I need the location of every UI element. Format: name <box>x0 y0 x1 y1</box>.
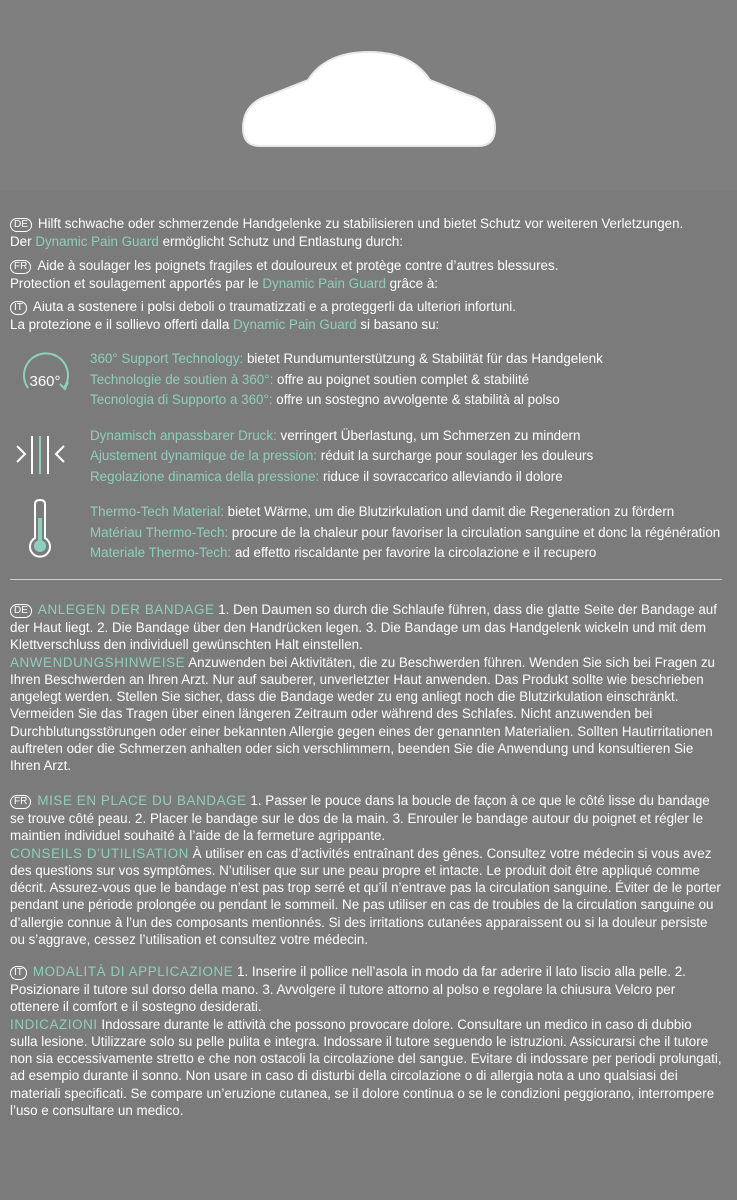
language-badge-it: IT <box>10 966 27 980</box>
intro-de-line2: Der Dynamic Pain Guard ermöglicht Schutz und Entlastung durch: <box>10 234 404 249</box>
language-badge-de: DE <box>10 218 32 232</box>
feature-2-fr: Ajustement dynamique de la pression: réduit la surcharge pour soulager les douleurs <box>90 448 594 463</box>
heading-application-it: MODALITÀ DI APPLICAZIONE <box>32 964 234 979</box>
intro-fr-line1: FR Aide à soulager les poignets fragiles et douloureux et protège contre d’autres blessures. <box>10 257 558 275</box>
brand-name: Dynamic Pain Guard <box>262 276 386 291</box>
feature-1-fr: Technologie de soutien à 360°: offre au poignet soutien complet & stabilité <box>90 372 530 387</box>
instructions-fr: FR MISE EN PLACE DU BANDAGE 1. Passer le pouce dans la boucle de façon à ce que le côté lisse du bandage se trouve côté peau. 2. Placer le bandage sur le dos de la main. 3. Enrouler le bandage autour du poignet et régler le maintien individuel souhaité à l’aide de la fermeture agrippante. CONSEILS D’UTILISATION À utiliser en cas d’activités entraînant des gênes. Consultez votre médecin si vous avez des questions sur vos symptômes. N’utiliser que sur une peau propre et intacte. Le produit doit être appliqué comme décrit. Assurez-vous que le bandage n’est pas trop serré et qu’il n’entrave pas la circulation sanguine. Éviter de le porter pendant une période prolongée ou pendant le sommeil. Ne pas utiliser en cas de troubles de la circulation sanguine ou d’allergie connue à l’un des composants mentionnés. Si des irritations cutanées apparaissent ou si la douleur persiste ou s’aggrave, cessez l’utilisation et consultez votre médecin. <box>10 793 721 948</box>
pressure-arrows-icon <box>14 432 72 478</box>
feature-3-fr: Matériau Thermo-Tech: procure de la chaleur pour favoriser la circulation sanguine et donc la régénération <box>90 525 721 540</box>
feature-2-it: Regolazione dinamica della pressione: riduce il sovraccarico alleviando il dolore <box>90 469 563 484</box>
svg-text:360°: 360° <box>29 373 61 390</box>
section-divider <box>10 579 722 580</box>
brand-name: Dynamic Pain Guard <box>35 234 159 249</box>
heading-application-fr: MISE EN PLACE DU BANDAGE <box>37 793 247 808</box>
hang-hole <box>0 0 737 200</box>
instructions-it: IT MODALITÀ DI APPLICAZIONE 1. Inserire il pollice nell’asola in modo da far aderire il lato liscio alla pelle. 2. Posizionare il tutore sul dorso della mano. 3. Avvolgere il tutore attorno al polso e regolare la chiusura Velcro per ottenere il comfort e il sostegno desiderati. INDICAZIONI Indossare durante le attività che possono provocare dolore. Consultare un medico in caso di dubbio sulla lesione. Utilizzare solo su pelle pulita e integra. Indossare il tutore seguendo le istruzioni. Assicurarsi che il tutore non sia eccessivamente stretto e che non ostacoli la circolazione del sangue. Evitare di indossare per periodi prolungati, ad esempio durante il sonno. Non usare in caso di disturbi della circolazione o di allergia nota a uno qualsiasi dei materiali specificati. Se compare un’eruzione cutanea, se il dolore continua o se le condizioni peggiorano, interrompere l’uso e consultare un medico. <box>10 964 722 1119</box>
intro-de-line1: DE Hilft schwache oder schmerzende Handgelenke zu stabilisieren und bietet Schutz vor weiteren Verletzungen. <box>10 215 683 233</box>
feature-2-de: Dynamisch anpassbarer Druck: verringert Überlastung, um Schmerzen zu mindern <box>90 428 581 443</box>
heading-usage-de: ANWENDUNGSHINWEISE <box>10 654 186 670</box>
feature-3-it: Materiale Thermo-Tech: ad effetto riscaldante per favorire la circolazione e il recupero <box>90 545 597 560</box>
feature-1-de: 360° Support Technology: bietet Rundumunterstützung & Stabilität für das Handgelenk <box>90 351 603 366</box>
360-degree-icon <box>18 348 74 404</box>
instructions-de: DE ANLEGEN DER BANDAGE 1. Den Daumen so durch die Schlaufe führen, dass die glatte Seite der Bandage auf der Haut liegt. 2. Die Bandage über den Handrücken legen. 3. Die Bandage um das Handgelenk wickeln und mit dem Klettverschluss den individuell gewünschten Halt einstellen. ANWENDUNGSHINWEISE Anzuwenden bei Aktivitäten, die zu Beschwerden führen. Wenden Sie sich bei Fragen zu Ihren Beschwerden an Ihren Arzt. Nur auf sauberer, unverletzter Haut anwenden. Das Produkt sollte wie beschrieben angelegt werden. Stellen Sie sicher, dass die Bandage weder zu eng anliegt noch die Blutzirkulation einschränkt. Vermeiden Sie das Tragen über einen längeren Zeitraum oder während des Schlafes. Nicht anzuwenden bei Durchblutungsstörungen oder einer bekannten Allergie gegen eines der genannten Materialien. Sollten Hautirritationen auftreten oder die Schmerzen anhalten oder sich verschlimmern, beenden Sie die Anwendung und konsultieren Sie Ihren Arzt. <box>10 602 717 774</box>
language-badge-de: DE <box>10 604 32 618</box>
feature-3-de: Thermo-Tech Material: bietet Wärme, um die Blutzirkulation und damit die Regeneration zu fördern <box>90 504 675 519</box>
intro-fr-line2: Protection et soulagement apportés par le Dynamic Pain Guard grâce à: <box>10 276 438 291</box>
heading-usage-it: INDICAZIONI <box>10 1016 98 1032</box>
brand-name: Dynamic Pain Guard <box>233 317 357 332</box>
thermometer-icon <box>26 498 54 560</box>
language-badge-fr: FR <box>10 260 31 274</box>
intro-it-line1: IT Aiuta a sostenere i polsi deboli o traumatizzati e a proteggerli da ulteriori infortuni. <box>10 298 516 316</box>
language-badge-fr: FR <box>10 795 31 809</box>
heading-usage-fr: CONSEILS D’UTILISATION <box>10 845 189 861</box>
heading-application-de: ANLEGEN DER BANDAGE <box>37 602 215 617</box>
feature-1-it: Tecnologia di Supporto a 360°: offre un sostegno avvolgente & stabilità al polso <box>90 392 560 407</box>
language-badge-it: IT <box>10 301 27 315</box>
intro-it-line2: La protezione e il sollievo offerti dalla Dynamic Pain Guard si basano su: <box>10 317 440 332</box>
